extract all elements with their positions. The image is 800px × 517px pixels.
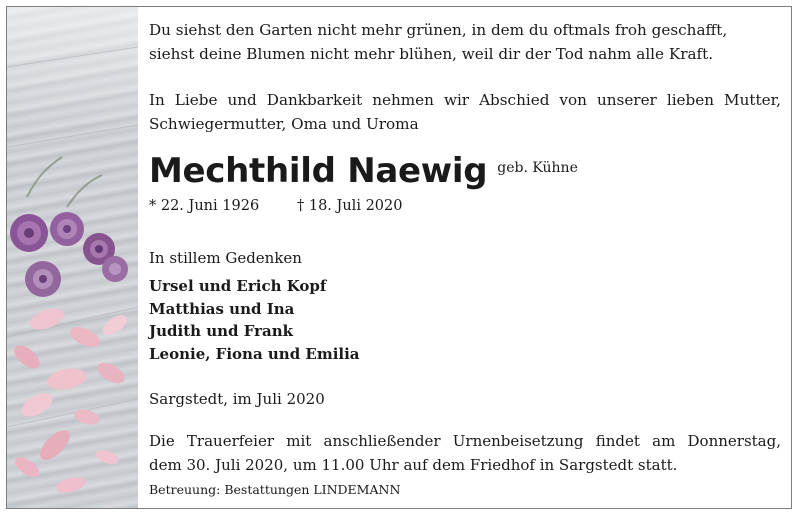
deceased-name: Mechthild Naewig xyxy=(149,151,488,191)
roses-photo xyxy=(7,7,138,509)
deceased-name-line xyxy=(149,151,578,191)
remembrance-heading: In stillem Gedenken xyxy=(149,249,302,267)
roses-illustration xyxy=(7,7,138,509)
rose-cluster xyxy=(10,212,128,297)
mourner-entry: Ursel und Erich Kopf xyxy=(149,277,327,295)
petals xyxy=(10,304,130,495)
birth-date: * 22. Juni 1926 xyxy=(149,198,260,214)
poem xyxy=(149,18,781,66)
death-date: † 18. Juli 2020 xyxy=(297,198,403,214)
funeral-line-1: Die Trauerfeier mit anschließender Urnenbeisetzung findet am Donnerstag, xyxy=(149,432,781,450)
mourners-list xyxy=(149,275,360,365)
place-date: Sargstedt, im Juli 2020 xyxy=(149,390,325,408)
funeral-line-2: dem 30. Juli 2020, um 11.00 Uhr auf dem Friedhof in Sargstedt statt. xyxy=(149,456,678,474)
intro-text xyxy=(149,88,781,136)
intro-line-2: Schwiegermutter, Oma und Uroma xyxy=(149,115,419,133)
poem-line-1: Du siehst den Garten nicht mehr grünen, in dem du oftmals froh geschafft, xyxy=(149,21,728,39)
funeral-home-note: Betreuung: Bestattungen LINDEMANN xyxy=(149,482,401,497)
mourner-entry: Leonie, Fiona und Emilia xyxy=(149,344,360,363)
poem-line-2: siehst deine Blumen nicht mehr blühen, weil dir der Tod nahm alle Kraft. xyxy=(149,45,714,63)
life-dates xyxy=(149,198,403,214)
birth-name: geb. Kühne xyxy=(497,160,578,176)
mourner-entry: Judith und Frank xyxy=(149,322,294,340)
mourner-entry: Matthias und Ina xyxy=(149,299,295,318)
notice-frame xyxy=(6,6,792,509)
intro-line-1: In Liebe und Dankbarkeit nehmen wir Abschied von unserer lieben Mutter, xyxy=(149,91,781,109)
funeral-info xyxy=(149,429,781,477)
